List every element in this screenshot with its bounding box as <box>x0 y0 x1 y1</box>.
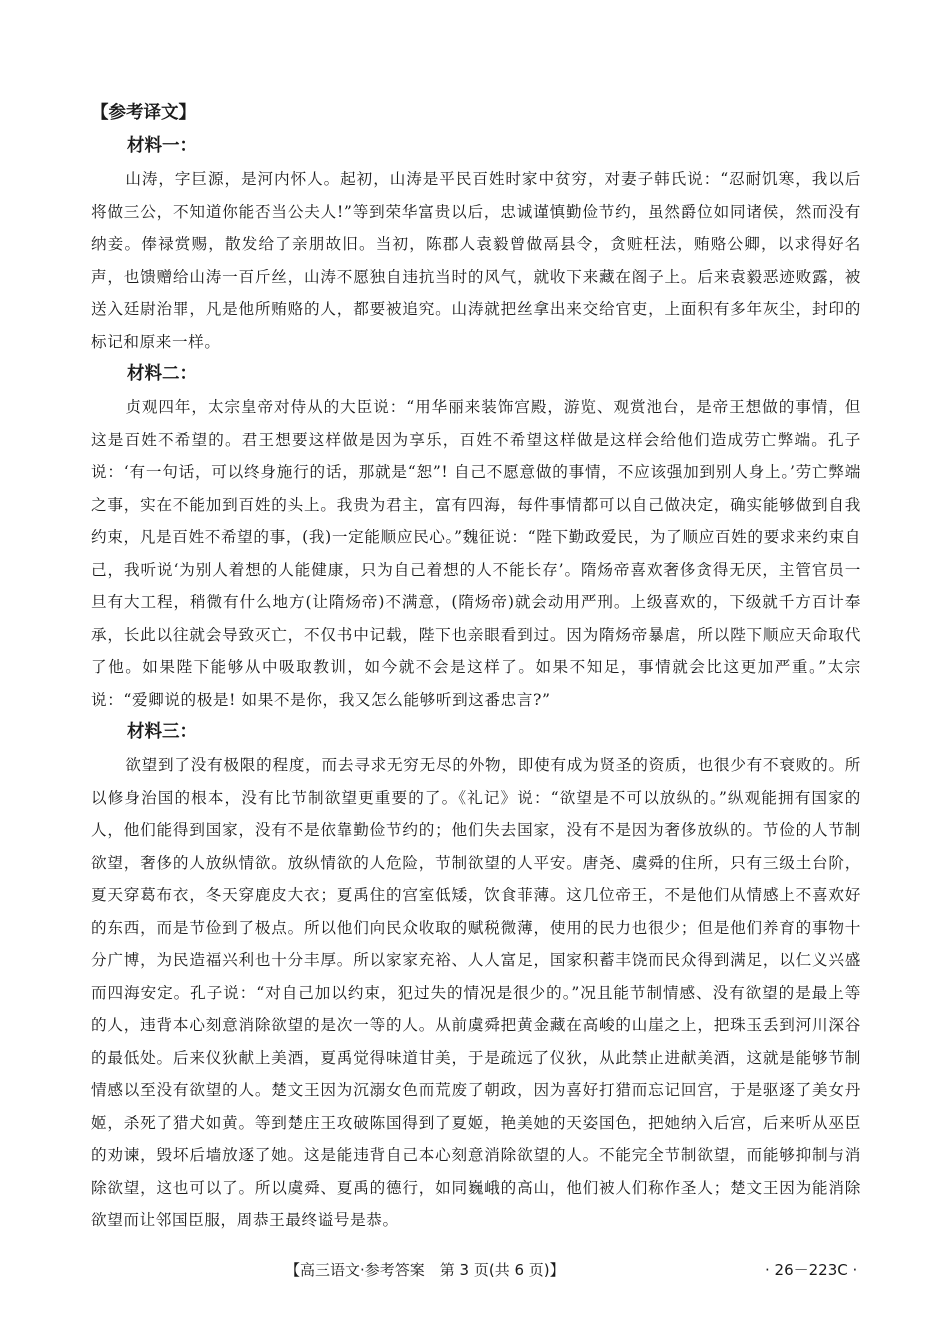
footer-code: · 26－223C · <box>765 1261 858 1279</box>
paragraph: 山涛，字巨源，是河内怀人。起初，山涛是平民百姓时家中贫穷，对妻子韩氏说：“忍耐饥寒，我以后将做三公，不知道你能否当公夫人!”等到荣华富贵以后，忠诚谨慎勤俭节约，虽然爵位如同诸侯，然而没有纳妾。俸禄赏赐，散发给了亲朋故旧。当初，陈郡人袁毅曾做鬲县令，贪赃枉法，贿赂公卿，以求得好名声，也馈赠给山涛一百斤丝，山涛不愿独自违抗当时的风气，就收下来藏在阁子上。后来袁毅恶迹败露，被送入廷尉治罪，凡是他所贿赂的人，都要被追究。山涛就把丝拿出来交给官吏，上面积有多年灰尘，封印的标记和原来一样。 <box>91 170 861 351</box>
section-title: 材料三： <box>127 722 197 742</box>
page-footer <box>0 1255 950 1285</box>
paragraph: 贞观四年，太宗皇帝对侍从的大臣说：“用华丽来装饰宫殿，游览、观赏池台，是帝王想做的事情，但这是百姓不希望的。君王想要这样做是因为享乐，百姓不希望这样做是这样会给他们造成劳亡弊端。孔子说：‘有一句话，可以终身施行的话，那就是“恕”! 自己不愿意做的事情，不应该强加到别人身上。’劳亡弊端之事，实在不能加到百姓的头上。我贵为君主，富有四海，每件事情都可以自己做决定，确实能够做到自我约束，凡是百姓不希望的事，(我)一定能顺应民心。”魏征说：“陛下勤政爱民，为了顺应百姓的要求来约束自己，我听说‘为别人着想的人能健康，只为自己着想的人不能长存’。隋炀帝喜欢奢侈贪得无厌，主管官员一旦有大工程，稍微有什么地方(让隋炀帝)不满意，(隋炀帝)就会动用严刑。上级喜欢的，下级就千方百计奉承，长此以往就会导致灭亡，不仅书中记载，陛下也亲眼看到过。因为隋炀帝暴虐，所以陛下顺应天命取代了他。如果陛下能够从中吸取教训，如今就不会是这样了。如果不知足，事情就会比这更加严重。”太宗说：“爱卿说的极是! 如果不是你，我又怎么能够听到这番忠言?” <box>91 398 861 709</box>
section-title: 材料二： <box>127 364 197 384</box>
document-body <box>91 96 861 1237</box>
paragraph: 欲望到了没有极限的程度，而去寻求无穷无尽的外物，即使有成为贤圣的资质，也很少有不衰败的。所以修身治国的根本，没有比节制欲望更重要的了。《礼记》说：“欲望是不可以放纵的。”纵观能拥有国家的人，他们能得到国家，没有不是依靠勤俭节约的；他们失去国家，没有不是因为奢侈放纵的。节俭的人节制欲望，奢侈的人放纵情欲。放纵情欲的人危险，节制欲望的人平安。唐尧、虞舜的住所，只有三级土台阶，夏天穿葛布衣，冬天穿鹿皮大衣；夏禹住的宫室低矮，饮食菲薄。这几位帝王，不是他们从情感上不喜欢好的东西，而是节俭到了极点。所以他们向民众收取的赋税微薄，使用的民力也很少；但是他们养育的事物十分广博，为民造福兴利也十分丰厚。所以家家充裕、人人富足，国家积蓄丰饶而民众得到满足，以仁义兴盛而四海安定。孔子说：“对自己加以约束，犯过失的情况是很少的。”况且能节制情感、没有欲望的是最上等的人，违背本心刻意消除欲望的是次一等的人。从前虞舜把黄金藏在高峻的山崖之上，把珠玉丢到河川深谷的最低处。后来仪狄献上美酒，夏禹觉得味道甘美，于是疏远了仪狄，从此禁止进献美酒，这就是能够节制情感以至没有欲望的人。楚文王因为沉溺女色而荒废了朝政，因为喜好打猎而忘记回宫，于是驱逐了美女丹姬，杀死了猎犬如黄。等到楚庄王攻破陈国得到了夏姬，艳美她的天姿国色，把她纳入后宫，后来听从巫臣的劝谏，毁坏后墙放逐了她。这是能违背自己本心刻意消除欲望的人。不能完全节制欲望，而能够抑制与消除欲望，这也可以了。所以虞舜、夏禹的德行，如同巍峨的高山，他们被人们称作圣人；楚文王因为能消除欲望而让邻国臣服，周恭王最终谥号是恭。 <box>91 756 861 1229</box>
section-material-1 <box>91 130 861 358</box>
section-material-2 <box>91 358 861 716</box>
footer-page-info: 【高三语文·参考答案 第 3 页(共 6 页)】 <box>285 1261 565 1279</box>
section-title: 材料一： <box>127 136 197 156</box>
page-heading: 【参考译文】 <box>91 103 196 123</box>
section-material-3 <box>91 716 861 1237</box>
